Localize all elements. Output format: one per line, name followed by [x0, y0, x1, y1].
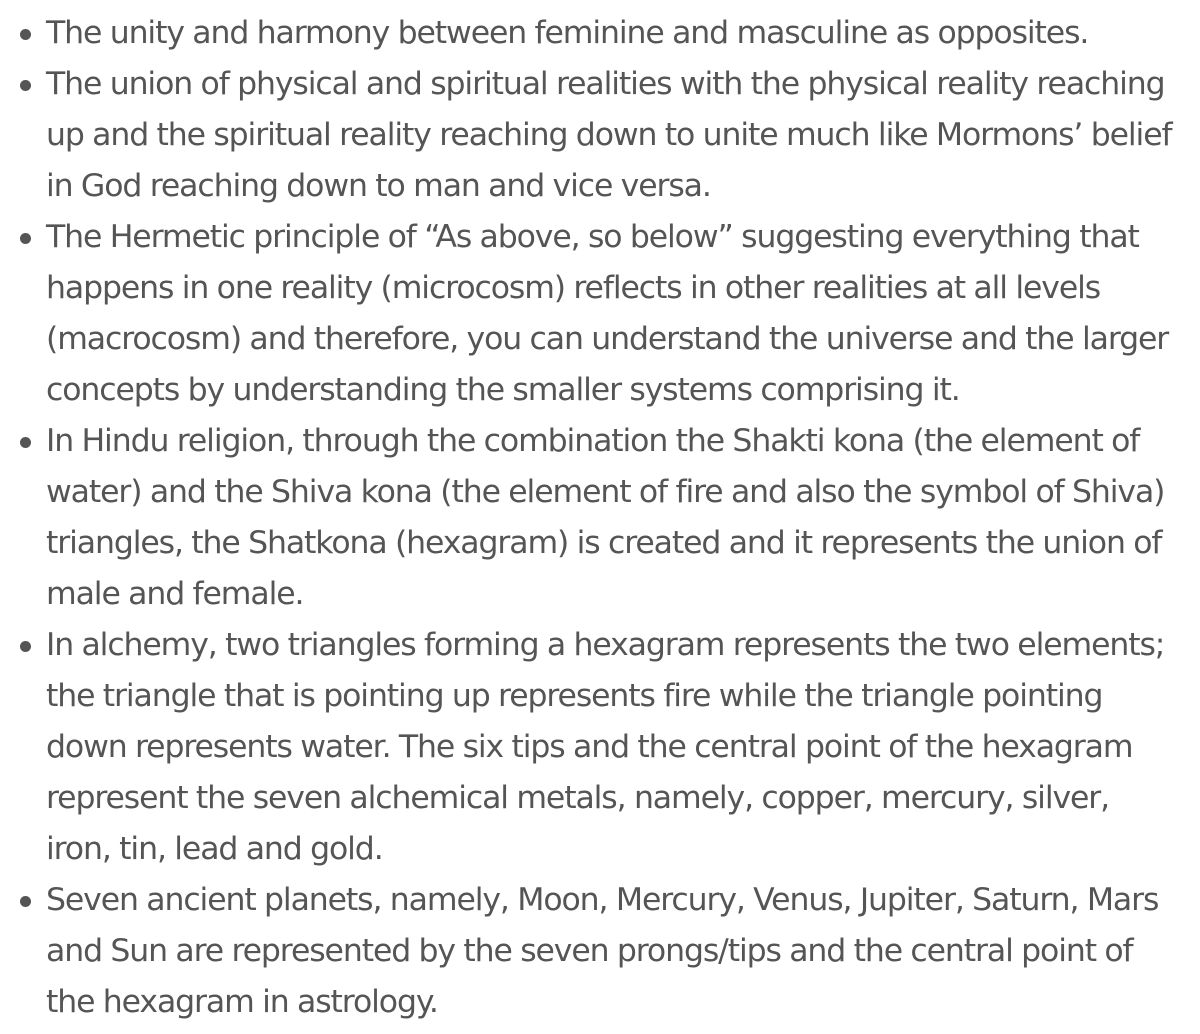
list-item-text: In alchemy, two triangles forming a hexagram represents the two elements; the triangle that is pointing up represents fire while the triangle pointing down represents water. The six tips and the central point of the hexagram represent the seven alchemical metals, namely, copper, mercury, silver, iron, tin, lead and gold.	[46, 627, 1165, 867]
bullet-icon	[20, 437, 31, 448]
list-item-text: Seven ancient planets, namely, Moon, Mercury, Venus, Jupiter, Saturn, Mars and Sun are represented by the seven prongs/tips and the central point of the hexagram in astrology.	[46, 882, 1159, 1020]
list-item	[0, 875, 1200, 1028]
list-item	[0, 416, 1200, 620]
bullet-icon	[20, 29, 31, 40]
list-item-text: The Hermetic principle of “As above, so below” suggesting everything that happens in one reality (microcosm) reflects in other realities at all levels (macrocosm) and therefore, you can understand the universe and the larger concepts by understanding the smaller systems comprising it.	[46, 219, 1169, 408]
list-item-text: The unity and harmony between feminine and masculine as opposites.	[46, 15, 1089, 51]
bullet-icon	[20, 896, 31, 907]
list-item	[0, 212, 1200, 416]
list-item	[0, 8, 1200, 59]
bullet-icon	[20, 233, 31, 244]
list-item	[0, 59, 1200, 212]
bullet-list	[0, 8, 1200, 1028]
list-item-text: The union of physical and spiritual realities with the physical reality reaching up and the spiritual reality reaching down to unite much like Mormons’ belief in God reaching down to man and vice versa.	[46, 66, 1172, 204]
list-item-text: In Hindu religion, through the combination the Shakti kona (the element of water) and the Shiva kona (the element of fire and also the symbol of Shiva) triangles, the Shatkona (hexagram) is created and it represents the union of male and female.	[46, 423, 1165, 612]
bullet-icon	[20, 80, 31, 91]
bullet-icon	[20, 641, 31, 652]
list-item	[0, 620, 1200, 875]
